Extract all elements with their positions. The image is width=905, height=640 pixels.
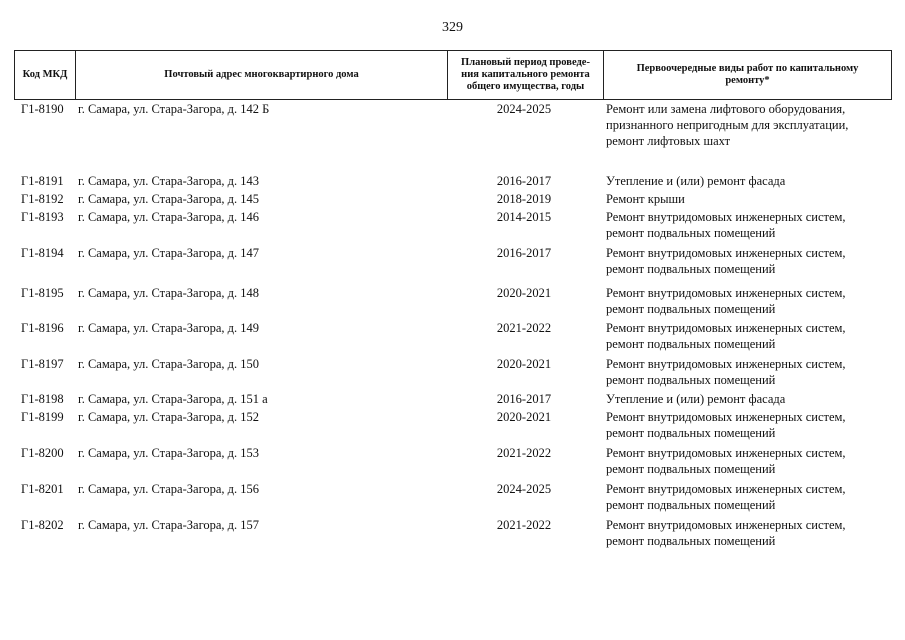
cell-address: г. Самара, ул. Стара-Загора, д. 156 xyxy=(78,482,260,496)
cell-works xyxy=(606,517,896,549)
header-period-line: ния капитального ремонта xyxy=(461,69,590,80)
cell-works-line: Ремонт внутридомовых инженерных систем, xyxy=(606,446,846,460)
cell-code: Г1-8193 xyxy=(21,210,64,224)
cell-address: г. Самара, ул. Стара-Загора, д. 157 xyxy=(78,518,260,532)
cell-code: Г1-8199 xyxy=(21,410,64,424)
cell-address: г. Самара, ул. Стара-Загора, д. 153 xyxy=(78,446,260,460)
cell-works-line: ремонт подвальных помещений xyxy=(606,373,776,387)
cell-address: г. Самара, ул. Стара-Загора, д. 151 а xyxy=(78,392,268,406)
header-works-line: ремонту* xyxy=(725,75,770,86)
cell-works xyxy=(606,101,896,149)
cell-works xyxy=(606,209,896,241)
cell-works-line: ремонт подвальных помещений xyxy=(606,262,776,276)
cell-works-line: ремонт лифтовых шахт xyxy=(606,134,731,148)
cell-works-line: Утепление и (или) ремонт фасада xyxy=(606,174,786,188)
header-period-line: Плановый период проведе- xyxy=(461,57,590,68)
cell-works xyxy=(606,356,896,388)
cell-address: г. Самара, ул. Стара-Загора, д. 146 xyxy=(78,210,260,224)
cell-period: 2014-2015 xyxy=(496,210,552,224)
cell-code: Г1-8194 xyxy=(21,246,64,260)
cell-works-line: Ремонт внутридомовых инженерных систем, xyxy=(606,246,846,260)
cell-code: Г1-8197 xyxy=(21,357,64,371)
cell-period: 2021-2022 xyxy=(496,518,552,532)
cell-works-line: Ремонт внутридомовых инженерных систем, xyxy=(606,321,846,335)
cell-works-line: ремонт подвальных помещений xyxy=(606,534,776,548)
cell-works-line: Ремонт или замена лифтового оборудования, xyxy=(606,102,846,116)
cell-works xyxy=(606,481,896,513)
cell-works-line: Утепление и (или) ремонт фасада xyxy=(606,392,786,406)
cell-period: 2016-2017 xyxy=(496,174,552,188)
cell-address: г. Самара, ул. Стара-Загора, д. 148 xyxy=(78,286,260,300)
cell-works xyxy=(606,191,896,207)
cell-works xyxy=(606,173,896,189)
cell-code: Г1-8198 xyxy=(21,392,64,406)
page-number: 329 xyxy=(442,20,463,35)
cell-period: 2016-2017 xyxy=(496,246,552,260)
cell-works-line: ремонт подвальных помещений xyxy=(606,226,776,240)
cell-works xyxy=(606,285,896,317)
cell-period: 2024-2025 xyxy=(496,482,552,496)
cell-works xyxy=(606,409,896,441)
cell-code: Г1-8202 xyxy=(21,518,64,532)
cell-works-line: Ремонт внутридомовых инженерных систем, xyxy=(606,357,846,371)
cell-address: г. Самара, ул. Стара-Загора, д. 147 xyxy=(78,246,260,260)
cell-works-line: ремонт подвальных помещений xyxy=(606,426,776,440)
cell-works-line: Ремонт крыши xyxy=(606,192,685,206)
cell-works-line: ремонт подвальных помещений xyxy=(606,462,776,476)
cell-code: Г1-8192 xyxy=(21,192,64,206)
cell-period: 2020-2021 xyxy=(496,410,552,424)
cell-period: 2020-2021 xyxy=(496,286,552,300)
cell-code: Г1-8190 xyxy=(21,102,64,116)
cell-address: г. Самара, ул. Стара-Загора, д. 152 xyxy=(78,410,260,424)
cell-address: г. Самара, ул. Стара-Загора, д. 149 xyxy=(78,321,260,335)
cell-address: г. Самара, ул. Стара-Загора, д. 145 xyxy=(78,192,260,206)
cell-works xyxy=(606,320,896,352)
cell-works-line: ремонт подвальных помещений xyxy=(606,498,776,512)
header-works-line: Первоочередные виды работ по капитальному xyxy=(636,63,859,74)
cell-works xyxy=(606,245,896,277)
cell-works-line: признанного непригодным для эксплуатации, xyxy=(606,118,849,132)
header-code: Код МКД xyxy=(22,69,68,80)
cell-period: 2018-2019 xyxy=(496,192,552,206)
cell-code: Г1-8201 xyxy=(21,482,64,496)
cell-code: Г1-8200 xyxy=(21,446,64,460)
cell-works-line: ремонт подвальных помещений xyxy=(606,302,776,316)
cell-period: 2020-2021 xyxy=(496,357,552,371)
cell-period: 2021-2022 xyxy=(496,446,552,460)
cell-period: 2021-2022 xyxy=(496,321,552,335)
cell-works-line: Ремонт внутридомовых инженерных систем, xyxy=(606,518,846,532)
cell-works-line: Ремонт внутридомовых инженерных систем, xyxy=(606,410,846,424)
cell-address: г. Самара, ул. Стара-Загора, д. 150 xyxy=(78,357,260,371)
cell-works-line: Ремонт внутридомовых инженерных систем, xyxy=(606,482,846,496)
cell-code: Г1-8191 xyxy=(21,174,64,188)
header-address: Почтовый адрес многоквартирного дома xyxy=(75,51,447,99)
cell-works-line: ремонт подвальных помещений xyxy=(606,337,776,351)
cell-works xyxy=(606,445,896,477)
cell-works-line: Ремонт внутридомовых инженерных систем, xyxy=(606,286,846,300)
cell-works-line: Ремонт внутридомовых инженерных систем, xyxy=(606,210,846,224)
cell-period: 2016-2017 xyxy=(496,392,552,406)
cell-address: г. Самара, ул. Стара-Загора, д. 142 Б xyxy=(78,102,270,116)
cell-address: г. Самара, ул. Стара-Загора, д. 143 xyxy=(78,174,260,188)
cell-works xyxy=(606,391,896,407)
cell-period: 2024-2025 xyxy=(496,102,552,116)
header-period-line: общего имущества, годы xyxy=(466,81,585,92)
cell-code: Г1-8196 xyxy=(21,321,64,335)
cell-code: Г1-8195 xyxy=(21,286,64,300)
